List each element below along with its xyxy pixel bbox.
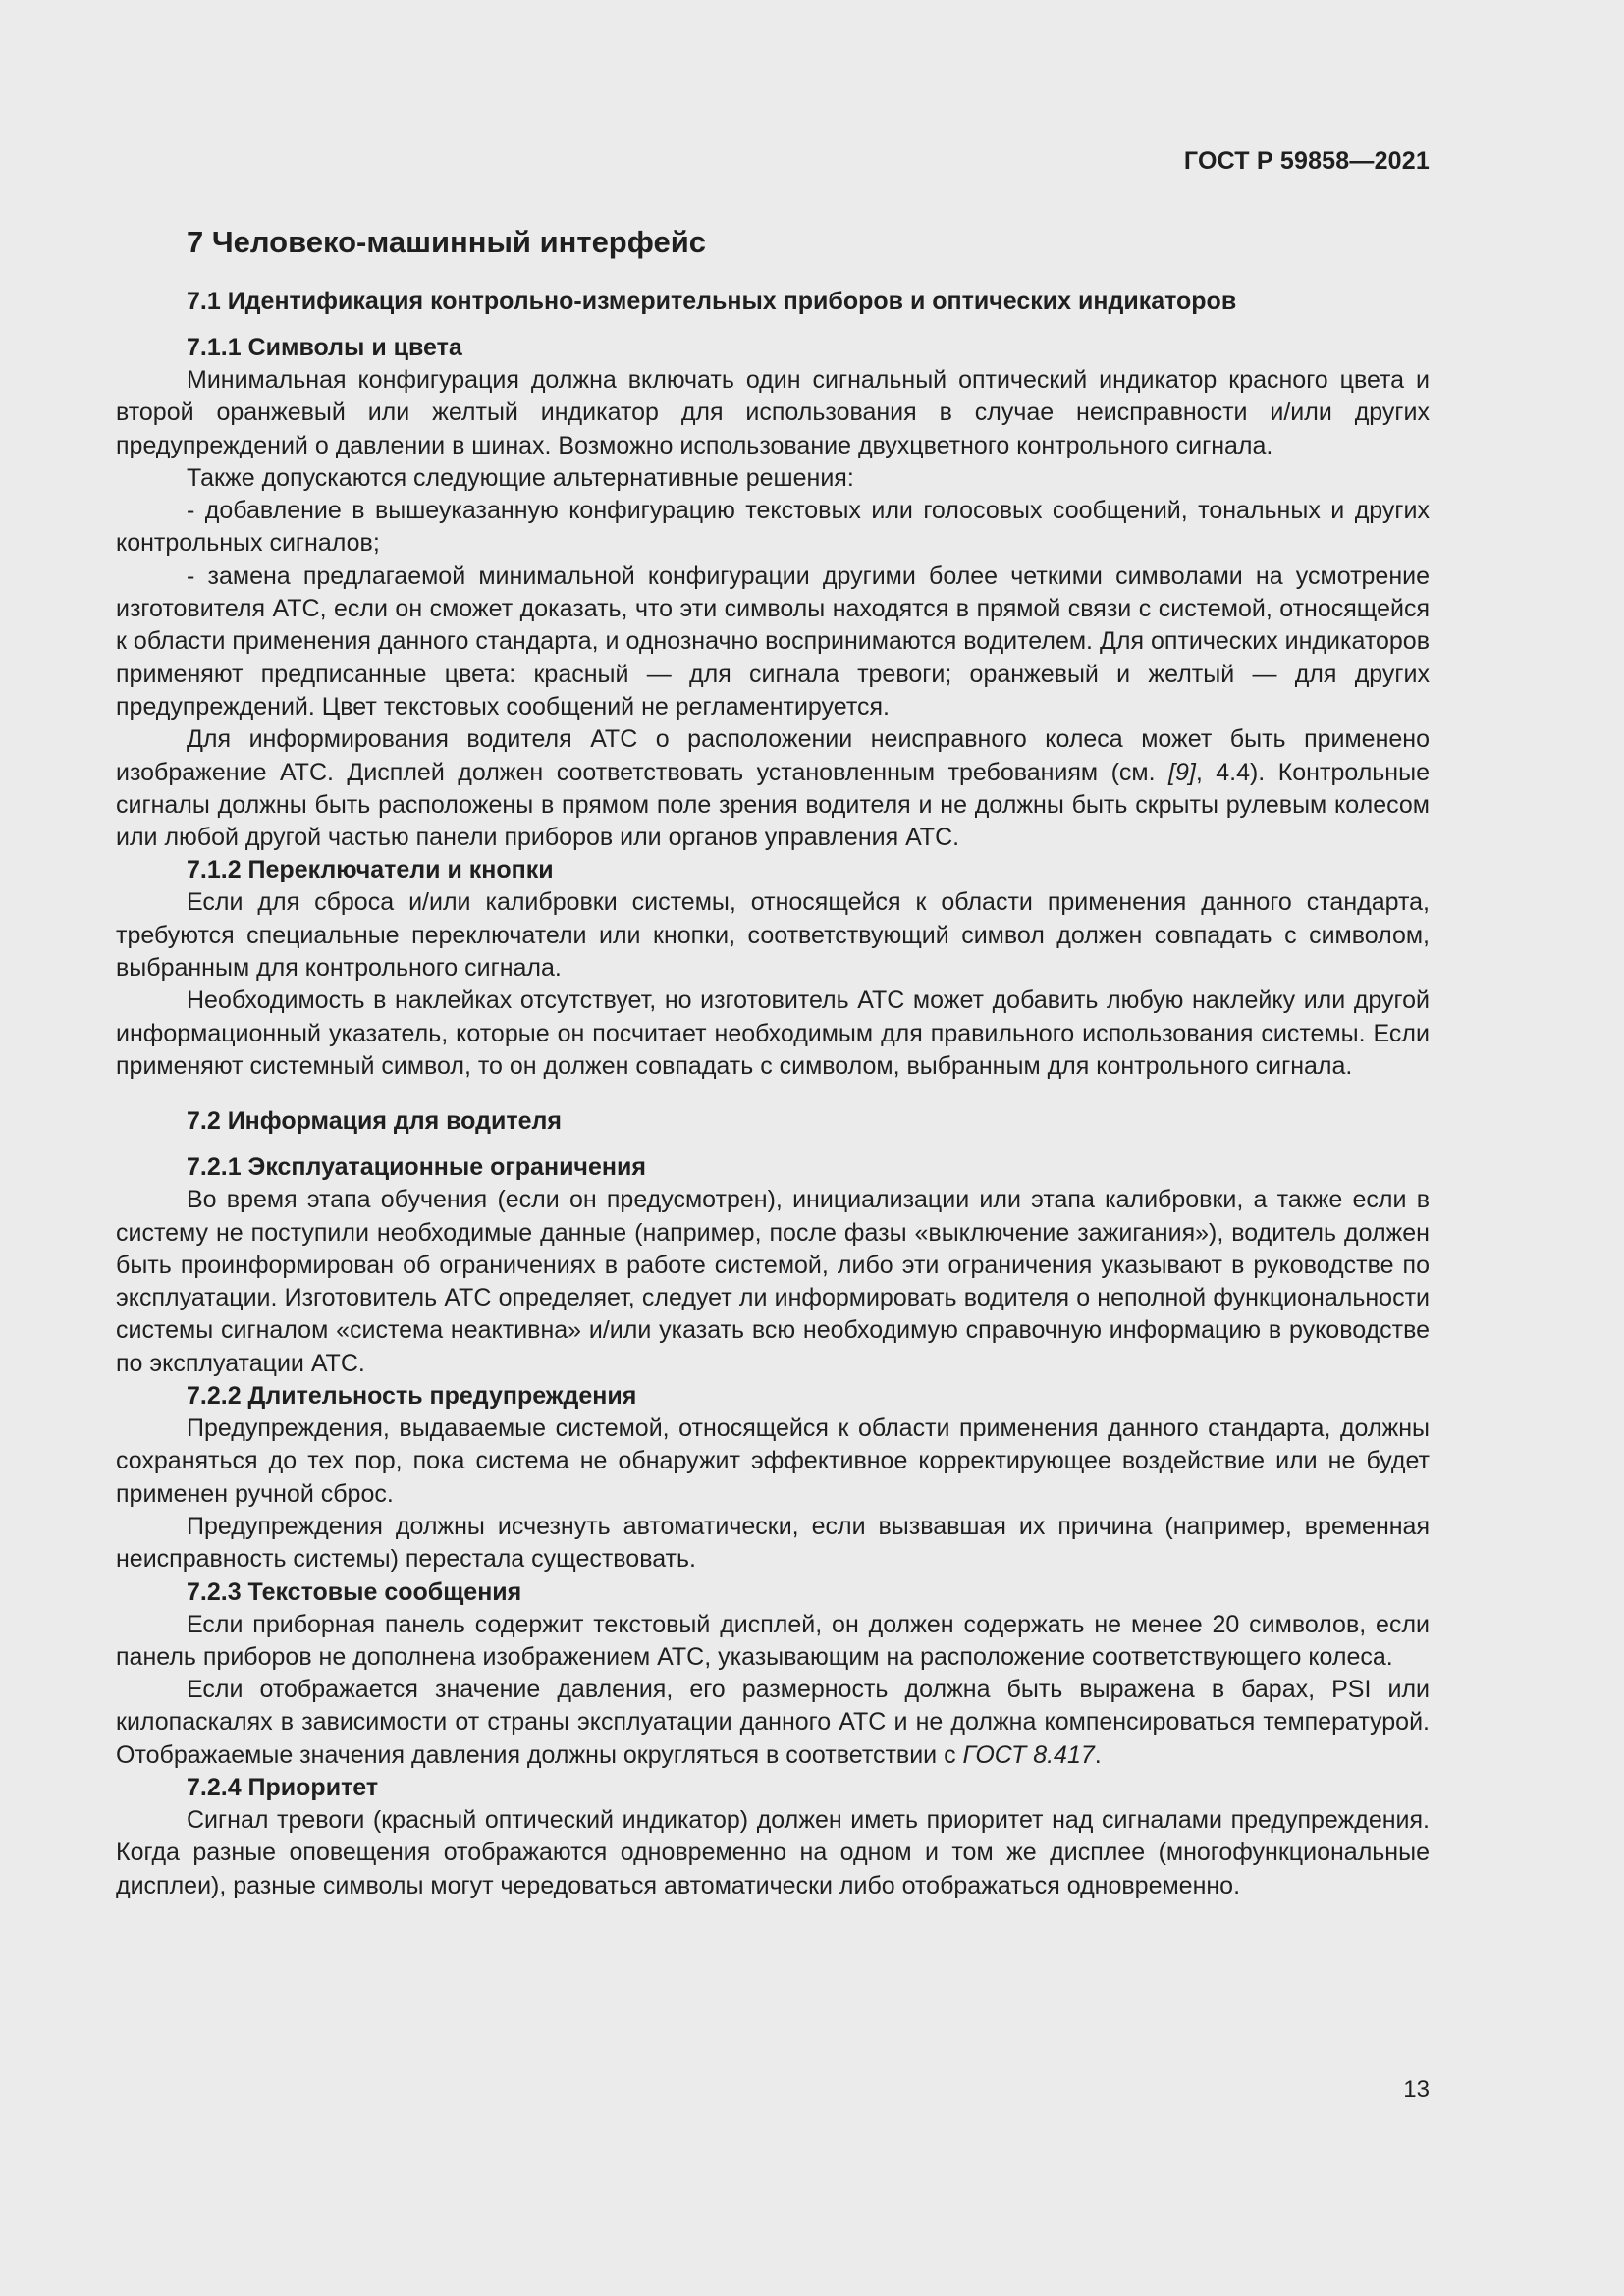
paragraph: Если приборная панель содержит текстовый дисплей, он должен содержать не менее 20 символов, если панель приборов не дополнена изображением АТС, указывающим на расположение соответствующего колеса.: [116, 1610, 1430, 1671]
standard-reference: ГОСТ 8.417: [962, 1740, 1095, 1769]
list-item: - добавление в вышеуказанную конфигурацию текстовых или голосовых сообщений, тональных и других контрольных сигналов;: [116, 497, 1430, 558]
paragraph: [116, 1674, 1430, 1772]
text-run: .: [1094, 1740, 1102, 1769]
paragraph: Предупреждения, выдаваемые системой, относящейся к области применения данного стандарта, должны сохраняться до тех пор, пока система не обнаружит эффективное корректирующее воздействие или не будет применен ручной сброс.: [116, 1415, 1430, 1508]
paragraph: [116, 723, 1430, 854]
section-7-2-2-heading: 7.2.2 Длительность предупреждения: [187, 1382, 637, 1411]
section-7-1-1-heading: 7.1.1 Символы и цвета: [187, 334, 462, 361]
paragraph: Также допускаются следующие альтернативные решения:: [187, 463, 854, 492]
document-body: [116, 222, 1430, 1902]
paragraph: Если для сброса и/или калибровки системы, относящейся к области применения данного стандарта, требуются специальные переключатели или кнопки, соответствующий символ должен совпадать с символом, выбранным для контрольного сигнала.: [116, 888, 1430, 983]
section-7-heading: 7 Человеко-машинный интерфейс: [187, 225, 706, 259]
text-run: Для информирования водителя АТС о расположении неисправного колеса может быть применено изображение АТС. Дисплей должен соответствовать установленным требованиям (см.: [116, 725, 1430, 786]
page-number: 13: [1403, 2076, 1430, 2103]
section-7-1-heading: 7.1 Идентификация контрольно-измерительных приборов и оптических индикаторов: [187, 288, 1237, 315]
section-7-2-4-heading: 7.2.4 Приоритет: [187, 1773, 379, 1801]
text-run: , 4.4). Контрольные сигналы должны быть расположены в прямом поле зрения водителя и не должны быть скрыты рулевым колесом или любой другой частью панели приборов или органов управления АТС.: [116, 758, 1430, 852]
section-7-1-2-heading: 7.1.2 Переключатели и кнопки: [187, 856, 554, 884]
standard-code-header: ГОСТ Р 59858—2021: [1183, 147, 1430, 175]
paragraph: Во время этапа обучения (если он предусмотрен), инициализации или этапа калибровки, а также если в систему не поступили необходимые данные (например, после фазы «выключение зажигания»), водитель должен быть проинформирован об ограничениях в работе системой, либо эти ограничения указывают в руководстве по эксплуатации. Изготовитель АТС определяет, следует ли информировать водителя о неполной функциональности системы сигналом «система неактивна» и/или указать всю необходимую справочную информацию в руководстве по эксплуатации АТС.: [116, 1186, 1430, 1377]
paragraph: Сигнал тревоги (красный оптический индикатор) должен иметь приоритет над сигналами предупреждения. Когда разные оповещения отображаются одновременно на одном и том же дисплее (многофункциональные дисплеи), разные символы могут чередоваться автоматически либо отображаться одновременно.: [116, 1805, 1430, 1899]
reference-link: [9]: [1168, 758, 1196, 786]
section-7-2-heading: 7.2 Информация для водителя: [187, 1107, 562, 1136]
paragraph: Необходимость в наклейках отсутствует, но изготовитель АТС может добавить любую наклейку или другой информационный указатель, которые он посчитает необходимым для правильного использования системы. Если применяют системный символ, то он должен совпадать с символом, выбранным для контрольного сигнала.: [116, 987, 1430, 1080]
list-item: - замена предлагаемой минимальной конфигурации другими более четкими символами на усмотрение изготовителя АТС, если он сможет доказать, что эти символы находятся в прямой связи с системой, относящейся к области применения данного стандарта, и однозначно воспринимаются водителем. Для оптических индикаторов применяют предписанные цвета: красный — для сигнала тревоги; оранжевый и желтый — для других предупреждений. Цвет текстовых сообщений не регламентируется.: [116, 561, 1430, 721]
section-7-2-3-heading: 7.2.3 Текстовые сообщения: [187, 1577, 522, 1606]
paragraph: Минимальная конфигурация должна включать один сигнальный оптический индикатор красного цвета и второй оранжевый или желтый индикатор для использования в случае неисправности и/или других предупреждений о давлении в шинах. Возможно использование двухцветного контрольного сигнала.: [116, 366, 1430, 459]
paragraph: Предупреждения должны исчезнуть автоматически, если вызвавшая их причина (например, временная неисправность системы) перестала существовать.: [116, 1512, 1430, 1574]
text-run: Если отображается значение давления, его размерность должна быть выражена в барах, PSI или килопаскалях в зависимости от страны эксплуатации данного АТС и не должна компенсироваться температурой. Отображаемые значения давления должны округляться в соответствии с: [116, 1676, 1430, 1769]
section-7-2-1-heading: 7.2.1 Эксплуатационные ограничения: [187, 1153, 646, 1182]
